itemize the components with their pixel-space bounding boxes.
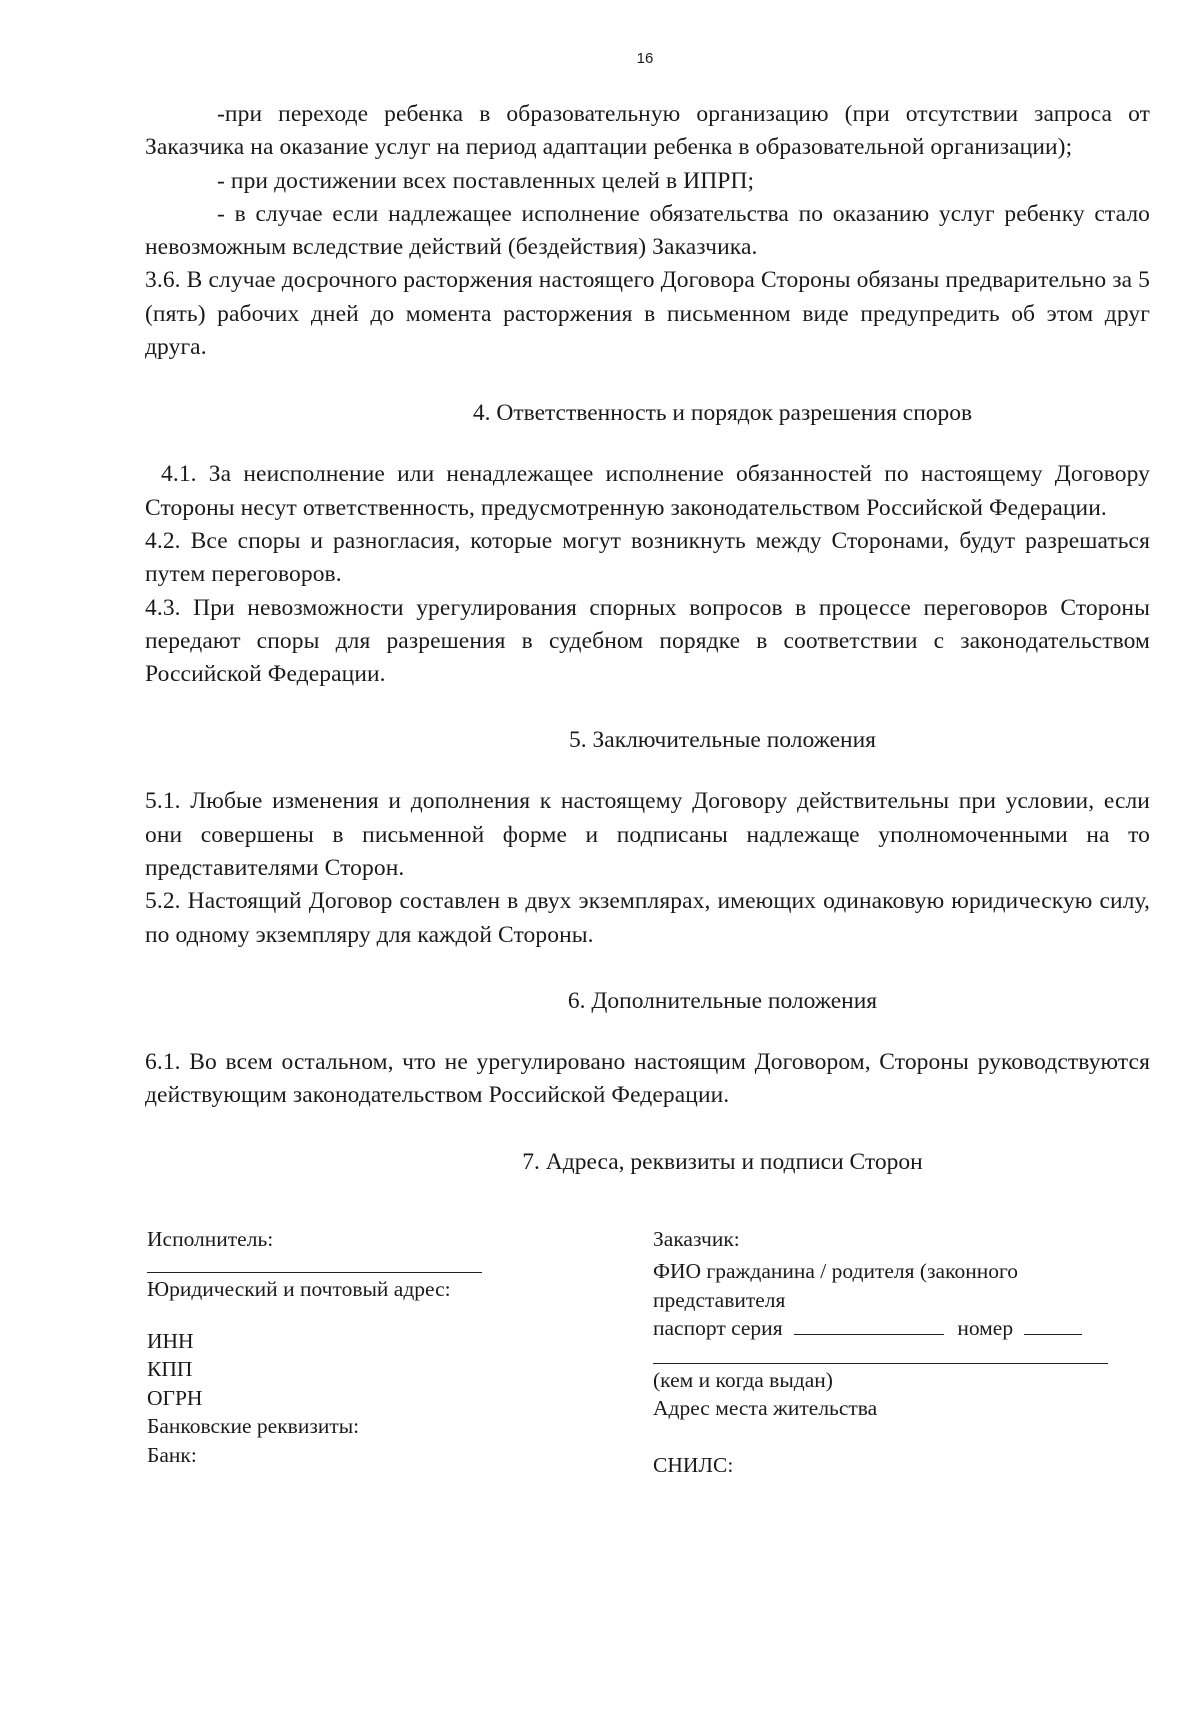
section-spacer bbox=[145, 757, 1150, 785]
customer-issued-line bbox=[653, 1343, 1108, 1364]
paragraph: - при достижении всех поставленных целей в ИПРП; bbox=[217, 167, 755, 194]
section-heading: 4. Ответственность и порядок разрешения споров bbox=[472, 400, 973, 427]
signature-section bbox=[145, 1225, 1150, 1525]
page-number: 16 bbox=[636, 50, 654, 67]
executor-kpp: КПП bbox=[147, 1357, 193, 1382]
paragraph: 5.1. Любые изменения и дополнения к настоящему Договору действительны при условии, если они совершены в письменной форме и подписаны надлежаще уполномоченными на то представителями Сторон. bbox=[145, 788, 1150, 882]
customer-title: Заказчик: bbox=[653, 1226, 740, 1251]
paragraph: -при переходе ребенка в образовательную организацию (при отсутствии запроса от Заказчика на оказание услуг на период адаптации ребенка в образовательной организации); bbox=[145, 101, 1150, 161]
passport-number-label: номер bbox=[957, 1316, 1014, 1341]
paragraph: 4.2. Все споры и разногласия, которые могут возникнуть между Сторонами, будут разрешаться путем переговоров. bbox=[145, 527, 1150, 588]
paragraph: 6.1. Во всем остальном, что не урегулировано настоящим Договором, Стороны руководствуются действующим законодательством Российской Федерации. bbox=[145, 1048, 1150, 1109]
section-spacer bbox=[145, 364, 1150, 397]
customer-block bbox=[653, 1225, 1143, 1480]
customer-snils: СНИЛС: bbox=[653, 1452, 734, 1477]
passport-series-label: паспорт серия bbox=[653, 1316, 783, 1341]
section-spacer bbox=[145, 952, 1150, 985]
paragraph: 4.3. При невозможности урегулирования спорных вопросов в процессе переговоров Стороны передают споры для разрешения в судебном порядке в соответствии с законодательством Российской Федерации. bbox=[145, 594, 1150, 688]
customer-passport-row bbox=[653, 1314, 1143, 1343]
section-spacer bbox=[145, 1018, 1150, 1046]
executor-address-label: Юридический и почтовый адрес: bbox=[147, 1277, 451, 1302]
document-body bbox=[145, 98, 1150, 1525]
section-heading: 7. Адреса, реквизиты и подписи Сторон bbox=[522, 1148, 923, 1175]
customer-fio-line2: представителя bbox=[653, 1287, 786, 1312]
customer-fio-line1: ФИО гражданина / родителя (законного bbox=[653, 1259, 1018, 1284]
paragraph: 5.2. Настоящий Договор составлен в двух экземплярах, имеющих одинаковую юридическую силу, по одному экземпляру для каждой Стороны. bbox=[145, 888, 1150, 948]
executor-bank-details: Банковские реквизиты: bbox=[147, 1414, 360, 1439]
paragraph: 3.6. В случае досрочного расторжения настоящего Договора Стороны обязаны предварительно за 5 (пять) рабочих дней до момента расторжения в письменном виде предупредить об этом друг друга. bbox=[145, 267, 1150, 361]
customer-issued-by: (кем и когда выдан) bbox=[653, 1367, 833, 1392]
section-spacer bbox=[145, 691, 1150, 724]
section-heading: 6. Дополнительные положения bbox=[567, 987, 878, 1014]
passport-series-blank bbox=[794, 1333, 944, 1335]
contract-text bbox=[145, 98, 1150, 1207]
customer-residence: Адрес места жительства bbox=[653, 1396, 878, 1421]
section-spacer bbox=[145, 1113, 1150, 1146]
executor-bank: Банк: bbox=[147, 1442, 197, 1467]
executor-name-line bbox=[147, 1253, 482, 1273]
paragraph: - в случае если надлежащее исполнение обязательства по оказанию услуг ребенку стало невозможным вследствие действий (бездействия) Заказчика. bbox=[145, 200, 1150, 261]
executor-title: Исполнитель: bbox=[147, 1226, 274, 1251]
executor-ogrn: ОГРН bbox=[147, 1385, 203, 1410]
paragraph: 4.1. За неисполнение или ненадлежащее исполнение обязанностей по настоящему Договору Стороны несут ответственность, предусмотренную законодательством Российской Федерации. bbox=[145, 461, 1150, 521]
section-heading: 5. Заключительные положения bbox=[569, 727, 876, 754]
executor-block bbox=[147, 1225, 527, 1470]
section-spacer bbox=[145, 1179, 1150, 1207]
passport-number-blank bbox=[1024, 1333, 1082, 1335]
section-spacer bbox=[145, 430, 1150, 458]
executor-inn: ИНН bbox=[147, 1328, 194, 1353]
